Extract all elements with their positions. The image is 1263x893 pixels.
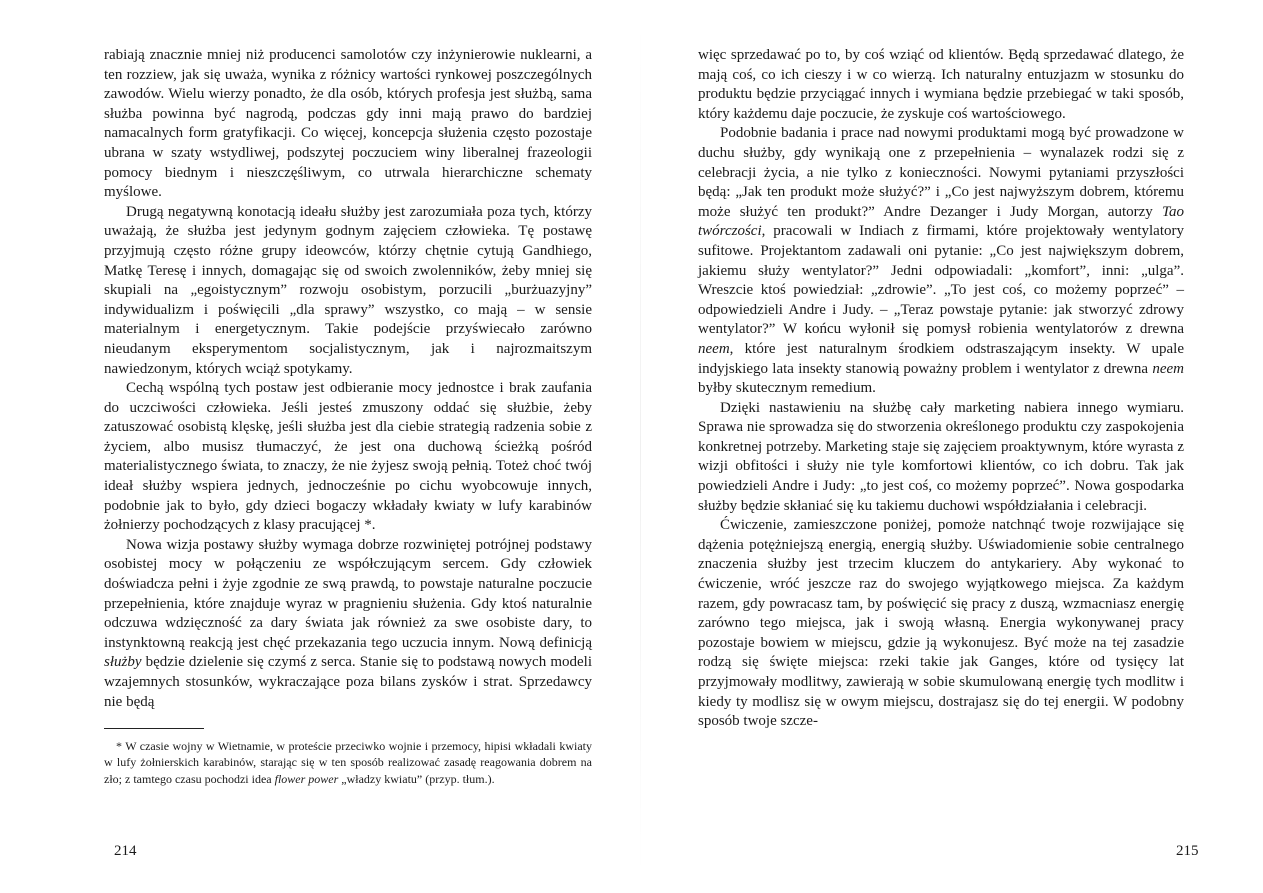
paragraph [698, 124, 1184, 398]
paragraph-text: Nowa wizja postawy służby wymaga dobrze rozwiniętej potrójnej podstawy osobistej mocy w połączeniu ze współczującym sercem. Gdy człowiek doświadcza pełni i żyje zgodnie ze swą prawdą, to powstaje naturalne poczucie przepełnienia, które znajduje wyraz w pragnieniu służenia. Gdy ktoś naturalnie odczuwa wdzięczność za dary świata jak również za swe osobiste dary, to instynktowną reakcją jest chęć przekazania tego uczucia innym. Nową definicją [104, 536, 592, 651]
paragraph: rabiają znacznie mniej niż producenci samolotów czy inżynierowie nuklearni, a ten rozziew, jak się uważa, wynika z różnicy wartości rynkowej poszczególnych zawodów. Wielu wierzy ponadto, że dla osób, których profesja jest służbą, sama służba powinna być nagrodą, podczas gdy inni mają prawo do bardziej namacalnych form gratyfikacji. Co więcej, koncepcja służenia często pozostaje ubrana w szaty wstydliwej, podszytej poczuciem winy liberalnej frazeologii pomocy biednym i nieszczęśliwym, co utrwala hierarchiczne schematy myślowe. [104, 47, 592, 201]
paragraph: Drugą negatywną konotacją ideału służby jest zarozumiała poza tych, którzy uważają, że służba jest jedynym godnym zajęciem człowieka. Tę postawę przyjmują często różne grupy ideowców, którzy chętnie cytują Gandhiego, Matkę Teresę i innych, domagając się od swoich zwolenników, żeby mniej się skupiali na „egoistycznym” rozwoju osobistym, porzucili „burżuazyjny” indywidualizm i poświęcili „dla sprawy” wszystko, co mają – w sensie materialnym i energetycznym. Takie podejście przyświecało zarówno nieudanym eksperymentom socjalistycznym, jak i najrozmaitszym nawiedzonym, których wciąż spotykamy. [104, 203, 592, 377]
paragraph-text: byłby skutecznym remedium. [698, 380, 876, 397]
paragraph: Cechą wspólną tych postaw jest odbieranie mocy jednostce i brak zaufania do uczciwości człowieka. Jeśli jesteś zmuszony oddać się służbie, żeby zatuszować osobistą klęskę, jeśli służba jest dla ciebie strategią radzenia sobie z życiem, albo musisz tłumaczyć, że jest ona duchową ścieżką pośród materialistycznego świata, to znaczy, że nie żyjesz swoją pełnią. Toteż choć twój ideał służby wspiera jednych, jednocześnie po cichu wyobcowuje innych, podobnie jak to było, gdy dzieci bogaczy wkładały kwiaty w lufy karabinów żołnierzy pochodzących z klasy pracującej *. [104, 380, 592, 534]
right-page-body [698, 46, 1184, 732]
paragraph: Ćwiczenie, zamieszczone poniżej, pomoże natchnąć twoje rozwijające się dążenia potężniejszą energią, energią służby. Uświadomienie sobie centralnego znaczenia służby jest trzecim kluczem do antykariery. Aby wykonać to ćwiczenie, wróć jeszcze raz do swojego wyjątkowego miejsca. Za każdym razem, gdy powracasz tam, by poświęcić się pracy z duszą, wzmacniasz energię zarówno tego miejsca, jak i swoją własną. Energia wykonywanej pracy pozostaje bowiem w miejscu, gdzie ją wykonujesz. Być może na tej zasadzie rodzą się święte miejsca: rzeki takie jak Ganges, które od tysięcy lat przyjmowały modlitwy, zawierają w sobie skumulowaną energię tych modlitw i kiedy ty modlisz się w owym miejscu, dostrajasz się do tej energii. W podobny sposób twoje szcze- [698, 517, 1184, 730]
paragraph: więc sprzedawać po to, by coś wziąć od klientów. Będą sprzedawać dlatego, że mają coś, co ich cieszy i w co wierzą. Ich naturalny entuzjazm w stosunku do produktu będzie przyciągać innych i wymiana będzie przebiegać w taki sposób, który każdemu daje poczucie, że zyskuje coś wartościowego. [698, 47, 1184, 122]
paragraph-text: , które jest naturalnym środkiem odstraszającym insekty. W upale indyjskiego lata insekty stanowią poważny problem i wentylator z drewna [698, 340, 1184, 377]
right-page [640, 0, 1263, 893]
footnote-italic: flower power [274, 771, 339, 786]
italic-term: neem [698, 340, 730, 357]
paragraph: Dzięki nastawieniu na służbę cały marketing nabiera innego wymiaru. Sprawa nie sprowadza się do stworzenia określonego produktu czy zaspokojenia konkretnej potrzeby. Marketing staje się zajęciem proaktywnym, które wyrasta z wizji obfitości i służy nie tyle komfortowi klientów, co ich dobru. Tak jak powiedzieli Andre i Judy: „to jest coś, co możemy poprzeć”. Nowa gospodarka służby będzie skłaniać się ku takiemu duchowi współdziałania i celebracji. [698, 399, 1184, 514]
footnote [104, 738, 592, 787]
paragraph-text: Podobnie badania i prace nad nowymi produktami mogą być prowadzone w duchu służby, gdy wynikają one z przepełnienia – wynalazek rodzi się z celebracji życia, a nie tylko z konieczności. Nowymi pytaniami przyszłości będą: „Jak ten produkt może służyć?” i „Co jest najwyższym dobrem, któremu może służyć ten produkt?” Andre Dezanger i Judy Morgan, autorzy [698, 125, 1184, 220]
footnote-tail: „władzy kwiatu” (przyp. tłum.). [341, 771, 495, 786]
book-title: Tao twórczości [698, 203, 1184, 240]
paragraph-text: będzie dzielenie się czymś z serca. Stanie się to podstawą nowych modeli wzajemnych stosunków, wykraczające poza bilans zysków i strat. Sprzedawcy nie będą [104, 654, 592, 710]
page-number-left: 214 [114, 843, 137, 859]
paragraph-text: , pracowali w Indiach z firmami, które projektowały wentylatory sufitowe. Projektantom zadawali oni pytanie: „Co jest największym dobrem, jakiemu służy wentylator?” Jedni odpowiadali: „komfort”, inni: „ulga”. Wreszcie ktoś powiedział: „zdrowie”. „To jest coś, co możemy poprzeć” – odpowiedzieli Andre i Judy. – „Teraz powstaje pytanie: jak stworzyć zdrowy wentylator?” W końcu wyłonił się pomysł robienia wentylatorów z drewna [698, 223, 1184, 338]
italic-term: służby [104, 654, 142, 671]
footnote-divider [104, 728, 204, 729]
page-number-right: 215 [1176, 843, 1199, 859]
left-page-body [104, 46, 592, 712]
italic-term: neem [1152, 360, 1184, 377]
footnote-text: * W czasie wojny w Wietnamie, w proteście przeciwko wojnie i przemocy, hipisi wkładali kwiaty w lufy żołnierskich karabinów, starając się w ten sposób realizować zasadę reagowania dobrem na zło; z tamtego czasu pochodzi idea [104, 739, 592, 786]
paragraph [104, 536, 592, 712]
